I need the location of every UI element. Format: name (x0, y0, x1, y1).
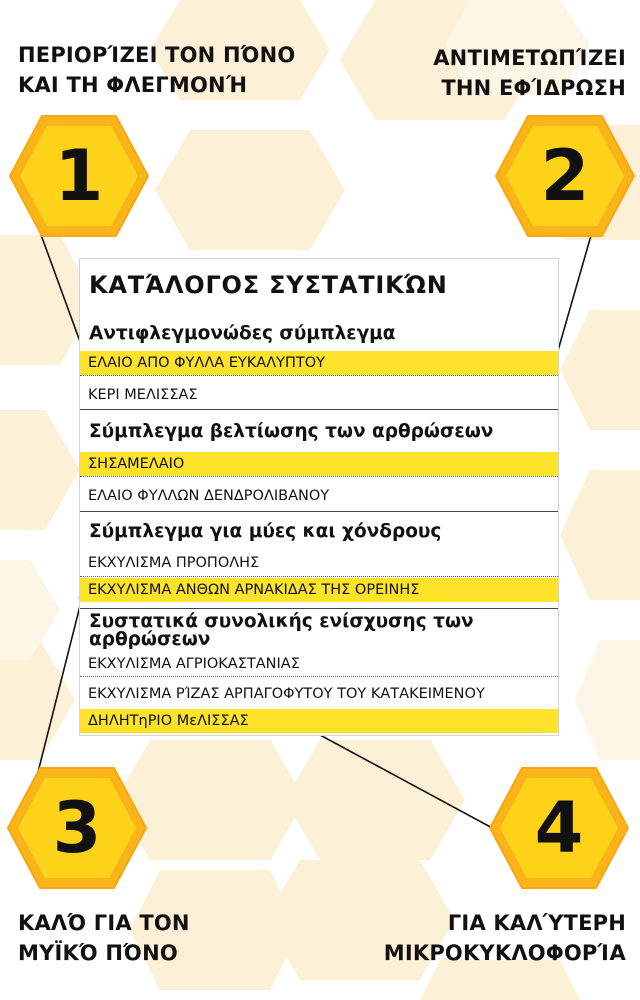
callout-label-2: ΑΝΤΙΜΕΤΩΠΊΖΕΙ ΤΗΝ ΕΦΊΔΡΩΣΗ (433, 46, 626, 100)
divider (80, 608, 558, 609)
divider (80, 676, 558, 677)
group-heading-muscles-cartilage: Σύμπλεγμα για μύες και χόνδρους (89, 521, 442, 542)
badge-number-2: 2 (540, 135, 590, 217)
ingredient-sesame-oil: ΣΗΣΑΜΕΛΑΙΟ (80, 452, 558, 476)
ingredient-rosemary-leaf-oil: ΕΛΑΙΟ ΦΥΛΛΩΝ ΔΕΝΔΡΟΛΙΒΑΝΟΥ (88, 488, 330, 504)
group-heading-overall-joint-support: Συστατικά συνολικής ενίσχυσης των αρθρώσεων (89, 611, 474, 650)
callout-label-1: ΠΕΡΙΟΡΊΖΕΙ ΤΟΝ ΠΌΝΟ ΚΑΙ ΤΗ ΦΛΕΓΜΟΝΉ (18, 43, 296, 97)
badge-number-3: 3 (52, 787, 102, 869)
ingredient-bee-venom: ΔΗΛΗΤηΡΙΟ ΜεΛΙΣΣΑΣ (80, 709, 558, 733)
hexagon-badge-4 (488, 766, 630, 890)
callout-label-4: ΓΙΑ ΚΑΛΎΤΕΡΗ ΜΙΚΡΟΚΥΚΛΟΦΟΡΊΑ (383, 911, 626, 965)
badge-number-1: 1 (54, 135, 104, 217)
divider (80, 476, 558, 477)
divider (80, 576, 558, 577)
hexagon-badge-1 (8, 114, 150, 238)
ingredient-propolis-extract: ΕΚΧΥΛΙΣΜΑ ΠΡΟΠΟΛΗΣ (88, 555, 260, 571)
ingredient-devils-claw-extract: ΕΚΧΥΛΙΣΜΑ ΡΊΖΑΣ ΑΡΠΑΓΟΦΥΤΟΥ ΤΟΥ ΚΑΤΑΚΕΙΜΕΝΟΥ (88, 686, 485, 702)
callout-label-3: ΚΑΛΌ ΓΙΑ ΤΟΝ ΜΥΪΚΌ ΠΌΝΟ (18, 911, 190, 965)
badge-number-4: 4 (534, 787, 584, 869)
ingredient-beeswax: ΚΕΡΙ ΜΕΛΙΣΣΑΣ (88, 387, 198, 403)
group-heading-anti-inflammatory: Αντιφλεγμονώδες σύμπλεγμα (89, 323, 396, 344)
divider (80, 375, 558, 376)
hexagon-badge-2 (494, 114, 636, 238)
ingredients-card (79, 258, 559, 736)
hexagon-badge-3 (6, 766, 148, 890)
divider (80, 409, 558, 410)
ingredient-arnica-extract: ΕΚΧΥΛΙΣΜΑ ΑΝΘΩΝ ΑΡΝΑΚΙΔΑΣ ΤΗΣ ΟΡΕΙΝΗΣ (80, 578, 558, 602)
divider (80, 511, 558, 512)
ingredient-horse-chestnut-extract: ΕΚΧΥΛΙΣΜΑ ΑΓΡΙΟΚΑΣΤΑΝΙΑΣ (88, 656, 300, 672)
group-heading-joint-improvement: Σύμπλεγμα βελτίωσης των αρθρώσεων (89, 421, 494, 442)
card-title: ΚΑΤΆΛΟΓΟΣ ΣΥΣΤΑΤΙΚΏΝ (89, 271, 448, 299)
ingredient-eucalyptus-oil: ΕΛΑΙΟ ΑΠΟ ΦΥΛΛΑ ΕΥΚΑΛΥΠΤΟΥ (80, 351, 558, 375)
